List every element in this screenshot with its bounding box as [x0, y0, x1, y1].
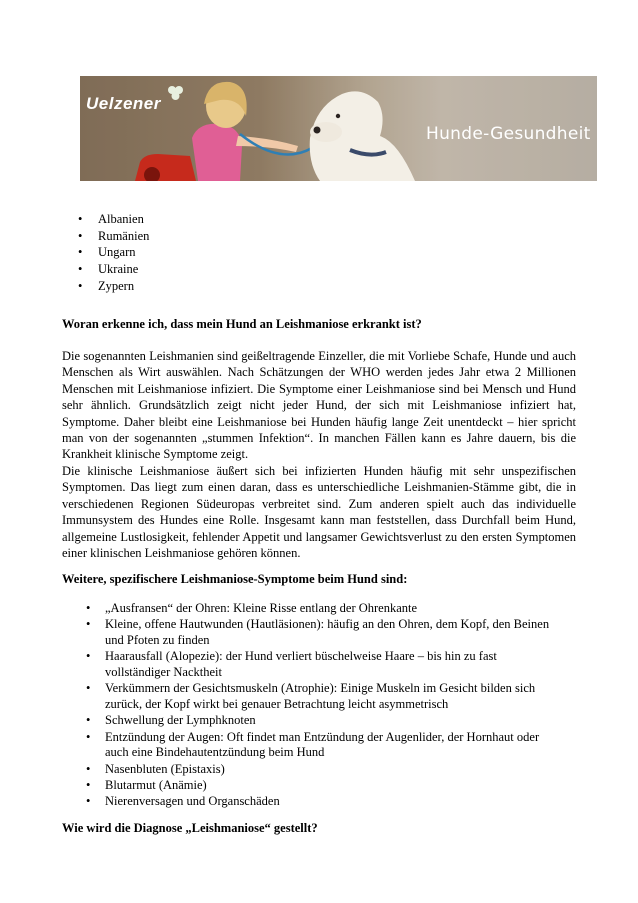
- girl-figure: [192, 124, 242, 181]
- list-item: • Blutarmut (Anämie): [86, 778, 562, 794]
- red-toy-car: [135, 154, 196, 181]
- list-item: • Zypern: [78, 278, 149, 295]
- paragraph: Die klinische Leishmaniose äußert sich bei infizierten Hunden häufig mit sehr unspezifischen Symptomen. Das liegt zum einen daran, dass es unterschiedliche Leishmanien-Stämme gibt, die in verschiedenen Regionen Südeuropas verbreitet sind. Zum anderen spielt auch das individuelle Immunsystem des Hundes eine Rolle. Insgesamt kann man feststellen, dass Durchfall beim Hund, allgemeine Lustlosigkeit, fehlender Appetit und langsamer Gewichtsverlust zu den ersten Symptomen einer klinischen Leishmaniose gehören können.: [62, 464, 576, 561]
- symptom-list: [86, 601, 562, 810]
- list-item: • Entzündung der Augen: Oft findet man Entzündung der Augenlider, der Hornhaut oder auch eine Bindehautentzündung beim Hund: [86, 730, 562, 761]
- section-heading: Weitere, spezifischere Leishmaniose-Symptome beim Hund sind:: [62, 572, 408, 586]
- list-item: • Rumänien: [78, 228, 149, 245]
- list-item: • Verkümmern der Gesichtsmuskeln (Atrophie): Einige Muskeln im Gesicht bilden sich zurück, der Kopf wirkt bei genauer Betrachtung leicht asymmetrisch: [86, 681, 562, 712]
- header-banner: [80, 76, 597, 181]
- section-heading: Woran erkenne ich, dass mein Hund an Leishmaniose erkrankt ist?: [62, 317, 422, 331]
- list-item: • Nierenversagen und Organschäden: [86, 794, 562, 810]
- list-item: • „Ausfransen“ der Ohren: Kleine Risse entlang der Ohrenkante: [86, 601, 562, 617]
- banner-title: Hunde-Gesundheit: [426, 124, 591, 144]
- list-item: • Kleine, offene Hautwunden (Hautläsionen): häufig an den Ohren, dem Kopf, den Beinen und Pfoten zu finden: [86, 617, 562, 648]
- brand-logo: Uelzener: [86, 94, 161, 113]
- list-item: • Ukraine: [78, 261, 149, 278]
- paragraph: Die sogenannten Leishmanien sind geißeltragende Einzeller, die mit Vorliebe Schafe, Hunde und auch Menschen als Wirt auswählen. Nach Schätzungen der WHO werden jedes Jahr etwa 2 Millionen Menschen mit Leishmaniose infiziert. Die Symptome einer Leishmaniose sind bei Mensch und Hund sehr ähnlich. Grundsätzlich zeigt nicht jeder Hund, der sich mit Leishmaniose infiziert hat, Symptome. Daher bleibt eine Leishmaniose bei Hunden häufig lange Zeit unentdeckt – hier spricht man von der sogenannten „stummen Infektion“. In manchen Fällen kann es Jahre dauern, bis die Krankheit klinische Symptome zeigt.: [62, 349, 576, 462]
- section-heading: Wie wird die Diagnose „Leishmaniose“ gestellt?: [62, 821, 318, 835]
- list-item: • Nasenbluten (Epistaxis): [86, 762, 562, 778]
- country-list: [78, 211, 149, 295]
- list-item: • Ungarn: [78, 244, 149, 261]
- list-item: • Albanien: [78, 211, 149, 228]
- list-item: • Schwellung der Lymphknoten: [86, 713, 562, 729]
- list-item: • Haarausfall (Alopezie): der Hund verliert büschelweise Haare – bis hin zu fast vollständiger Nacktheit: [86, 649, 562, 680]
